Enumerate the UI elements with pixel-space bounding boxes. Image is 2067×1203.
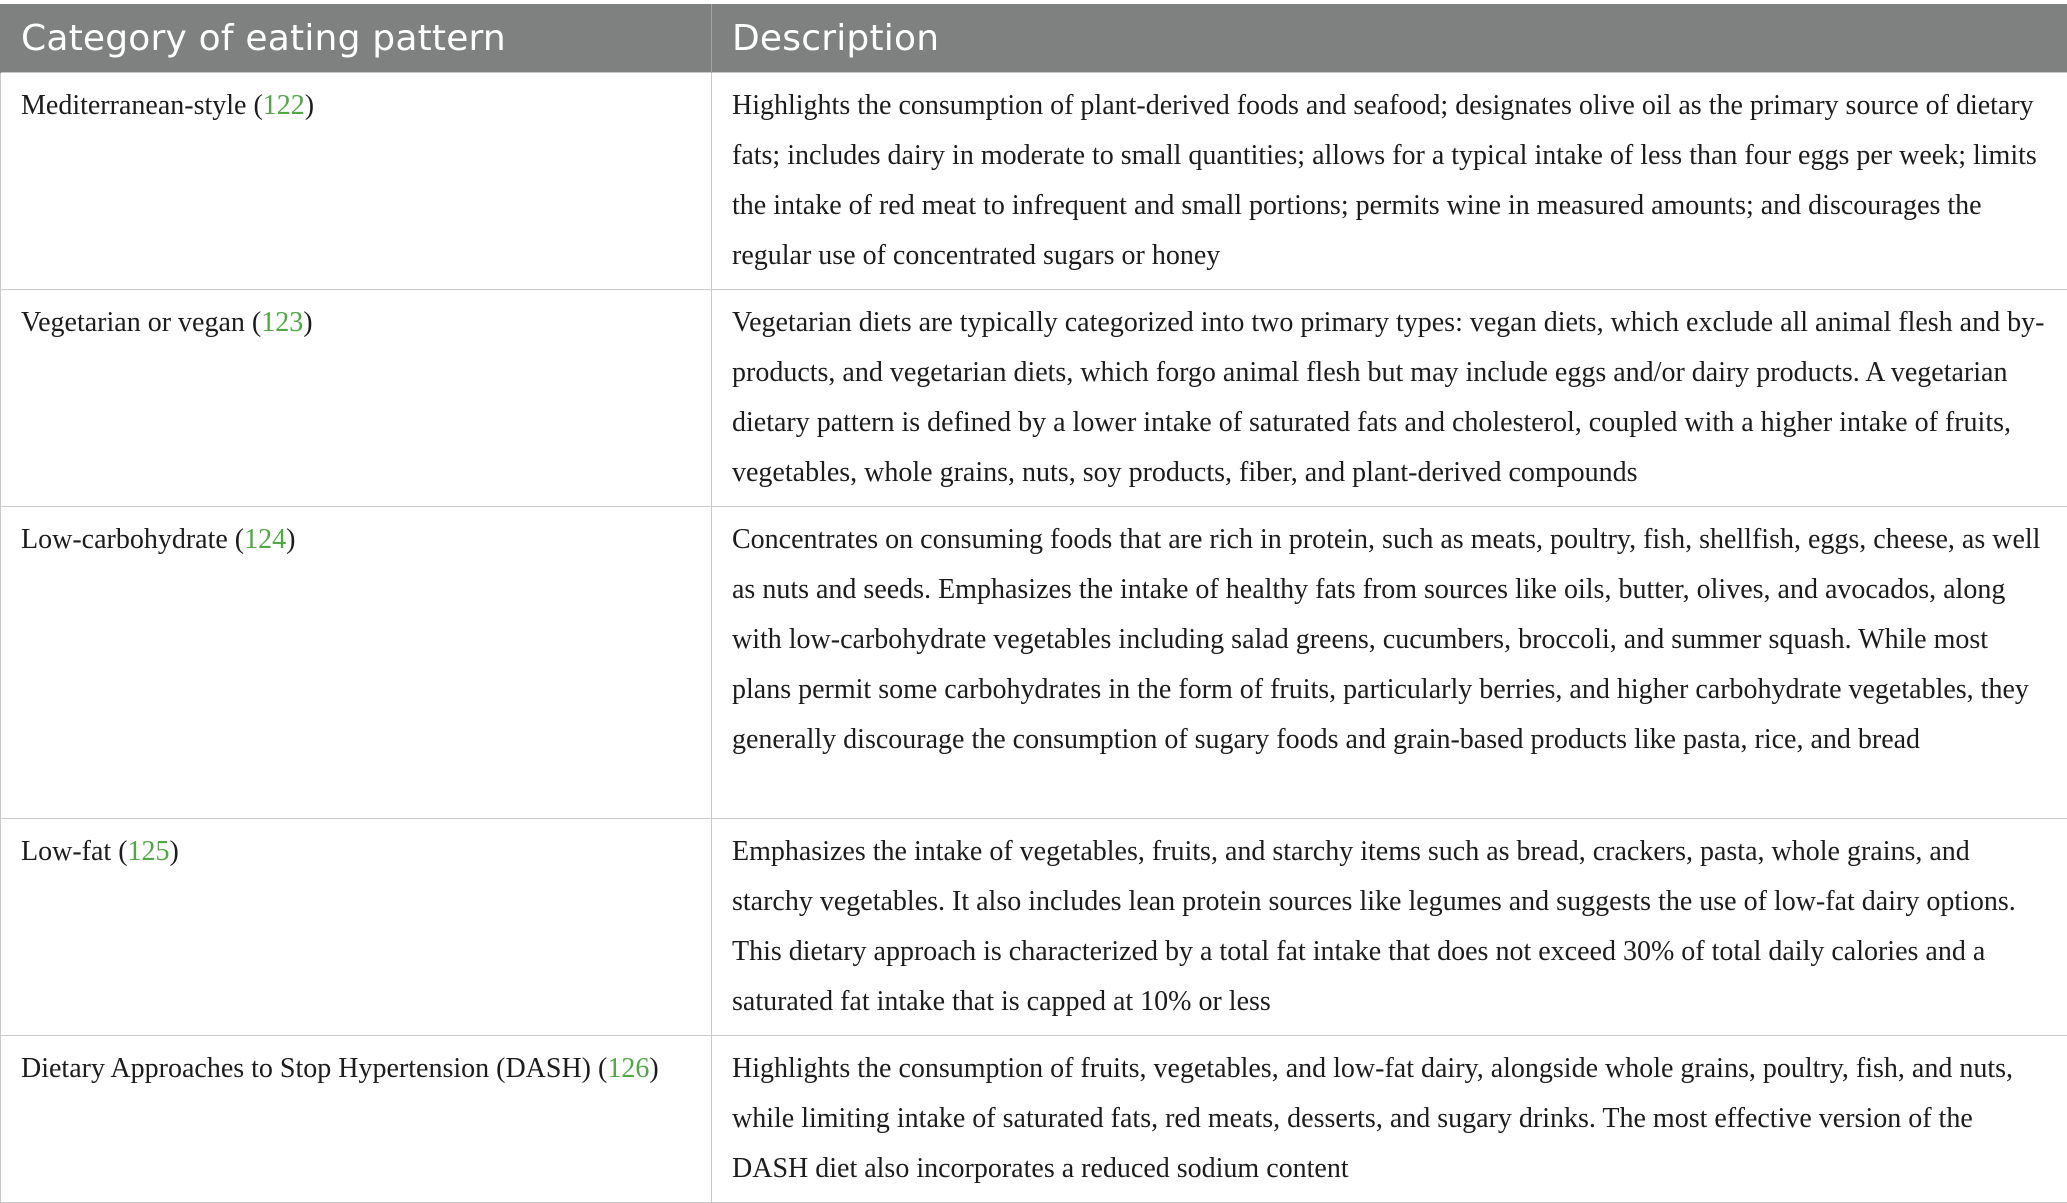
reference-link[interactable]: 125 bbox=[128, 836, 170, 867]
table-row bbox=[1, 290, 2067, 507]
reference-link[interactable]: 124 bbox=[244, 524, 286, 555]
category-cell: Low-fat (125) bbox=[1, 819, 712, 1036]
table-row bbox=[1, 819, 2067, 1036]
description-cell: Highlights the consumption of fruits, vegetables, and low-fat dairy, alongside whole grains, poultry, fish, and nuts, while limiting intake of saturated fats, red meats, desserts, and sugary drinks. The most effective version of the DASH diet also incorporates a reduced sodium content bbox=[712, 1036, 2067, 1203]
reference-link[interactable]: 126 bbox=[607, 1053, 649, 1084]
category-cell: Mediterranean-style (122) bbox=[1, 73, 712, 290]
header-row bbox=[1, 4, 2067, 73]
category-label: Dietary Approaches to Stop Hypertension (DASH) bbox=[21, 1053, 591, 1084]
table-row bbox=[1, 507, 2067, 819]
header-description: Description bbox=[712, 4, 2067, 73]
eating-patterns-table-container bbox=[0, 4, 2067, 1203]
eating-patterns-table bbox=[0, 4, 2067, 1203]
description-cell: Highlights the consumption of plant-derived foods and seafood; designates olive oil as the primary source of dietary fats; includes dairy in moderate to small quantities; allows for a typical intake of less than four eggs per week; limits the intake of red meat to infrequent and small portions; permits wine in measured amounts; and discourages the regular use of concentrated sugars or honey bbox=[712, 73, 2067, 290]
table-body bbox=[1, 73, 2067, 1203]
category-label: Mediterranean-style bbox=[21, 90, 246, 121]
header-category: Category of eating pattern bbox=[1, 4, 712, 73]
category-label: Vegetarian or vegan bbox=[21, 307, 245, 338]
category-label: Low-fat bbox=[21, 836, 111, 867]
table-row bbox=[1, 73, 2067, 290]
category-label: Low-carbohydrate bbox=[21, 524, 228, 555]
description-cell: Vegetarian diets are typically categorized into two primary types: vegan diets, which exclude all animal flesh and by-products, and vegetarian diets, which forgo animal flesh but may include eggs and/or dairy products. A vegetarian dietary pattern is defined by a lower intake of saturated fats and cholesterol, coupled with a higher intake of fruits, vegetables, whole grains, nuts, soy products, fiber, and plant-derived compounds bbox=[712, 290, 2067, 507]
table-header bbox=[1, 4, 2067, 73]
category-cell: Dietary Approaches to Stop Hypertension (DASH) (126) bbox=[1, 1036, 712, 1203]
reference-link[interactable]: 122 bbox=[263, 90, 305, 121]
reference-link[interactable]: 123 bbox=[261, 307, 303, 338]
description-cell: Emphasizes the intake of vegetables, fruits, and starchy items such as bread, crackers, pasta, whole grains, and starchy vegetables. It also includes lean protein sources like legumes and suggests the use of low-fat dairy options. This dietary approach is characterized by a total fat intake that does not exceed 30% of total daily calories and a saturated fat intake that is capped at 10% or less bbox=[712, 819, 2067, 1036]
description-cell: Concentrates on consuming foods that are rich in protein, such as meats, poultry, fish, shellfish, eggs, cheese, as well as nuts and seeds. Emphasizes the intake of healthy fats from sources like oils, butter, olives, and avocados, along with low-carbohydrate vegetables including salad greens, cucumbers, broccoli, and summer squash. While most plans permit some carbohydrates in the form of fruits, particularly berries, and higher carbohydrate vegetables, they generally discourage the consumption of sugary foods and grain-based products like pasta, rice, and bread bbox=[712, 507, 2067, 819]
category-cell: Vegetarian or vegan (123) bbox=[1, 290, 712, 507]
table-row bbox=[1, 1036, 2067, 1203]
category-cell: Low-carbohydrate (124) bbox=[1, 507, 712, 819]
